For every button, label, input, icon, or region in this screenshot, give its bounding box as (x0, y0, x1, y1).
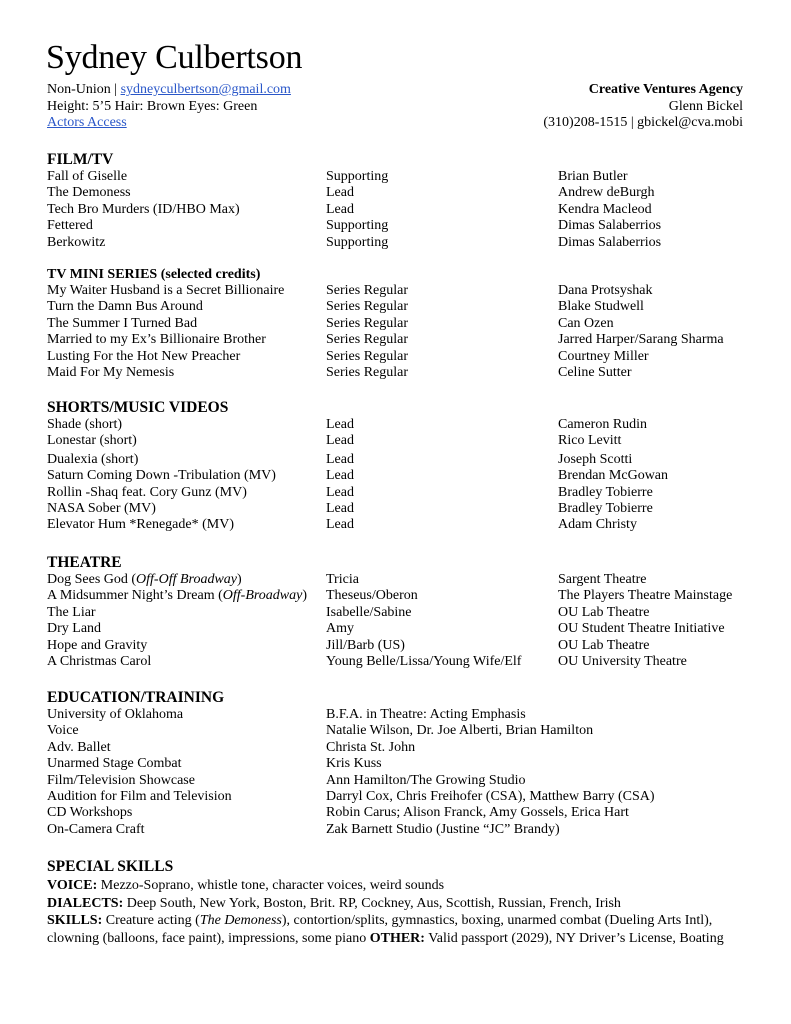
other-label: OTHER: (369, 930, 425, 946)
role: Lead (326, 417, 354, 432)
director: Dimas Salaberrios (558, 218, 662, 234)
credit-row (47, 417, 767, 433)
training-item: CD Workshops (47, 805, 133, 821)
director: Bradley Tobierre (558, 500, 653, 516)
project: Tech Bro Murders (ID/HBO Max) (47, 201, 240, 217)
project: My Waiter Husband is a Secret Billionaire (47, 283, 285, 298)
training-detail: Kris Kuss (326, 756, 382, 772)
union-status: Non-Union | (47, 82, 121, 97)
credit-row (47, 169, 767, 185)
agency-name: Creative Ventures Agency (588, 82, 743, 97)
section-title: SHORTS/MUSIC VIDEOS (47, 399, 229, 416)
credit-row (47, 202, 767, 218)
role: Amy (326, 621, 354, 637)
training-row (47, 805, 767, 821)
section-title: TV MINI SERIES (selected credits) (47, 267, 261, 282)
training-item: Unarmed Stage Combat (47, 756, 182, 772)
director: Courtney Miller (558, 348, 649, 364)
director: Brian Butler (558, 169, 628, 184)
director: Rico Levitt (558, 433, 622, 449)
special-skills-section (47, 858, 747, 947)
project: Fall of Giselle (47, 169, 128, 184)
role: Series Regular (326, 348, 409, 364)
section-title: THEATRE (47, 554, 122, 571)
training-row (47, 822, 767, 838)
role: Tricia (326, 572, 359, 587)
training-row (47, 740, 767, 756)
credit-row (47, 299, 767, 315)
agency-block (543, 82, 743, 132)
training-detail: Natalie Wilson, Dr. Joe Alberti, Brian Hamilton (326, 723, 594, 739)
training-detail: Ann Hamilton/The Growing Studio (326, 772, 526, 788)
credit-row (47, 433, 767, 449)
director: Jarred Harper/Sarang Sharma (558, 332, 724, 348)
director: Cameron Rudin (558, 417, 648, 432)
shorts-music-videos-section (47, 399, 767, 534)
project: The Demoness (47, 185, 131, 201)
role: Jill/Barb (US) (326, 637, 405, 653)
skills-label: SKILLS: (47, 913, 103, 928)
director: Bradley Tobierre (558, 484, 653, 500)
training-detail: Darryl Cox, Chris Freihofer (CSA), Matthew Barry (CSA) (326, 788, 655, 804)
role: Theseus/Oberon (326, 588, 418, 604)
credit-row (47, 349, 767, 365)
role: Series Regular (326, 332, 409, 348)
theatre: OU Student Theatre Initiative (558, 621, 725, 637)
role: Lead (326, 185, 354, 201)
project: Fettered (47, 218, 93, 234)
training-row (47, 723, 767, 739)
theatre: OU Lab Theatre (558, 637, 650, 653)
credit-row (47, 501, 767, 517)
theatre: OU Lab Theatre (558, 604, 650, 620)
training-row (47, 789, 767, 805)
credit-row (47, 316, 767, 332)
role: Lead (326, 201, 354, 217)
director: Dimas Salaberrios (558, 234, 662, 250)
project: A Midsummer Night’s Dream (Off-Broadway) (47, 588, 308, 604)
physical-stats: Height: 5’5 Hair: Brown Eyes: Green (47, 98, 258, 114)
credit-row (47, 283, 767, 299)
credit-row (47, 452, 767, 468)
director: Brendan McGowan (558, 468, 669, 484)
project: Hope and Gravity (47, 637, 148, 653)
theatre-section (47, 554, 767, 670)
training-detail: B.F.A. in Theatre: Acting Emphasis (326, 707, 526, 722)
agent-contact: (310)208-1515 | gbickel@cva.mobi (543, 115, 743, 130)
credit-row (47, 235, 767, 251)
training-detail: Christa St. John (326, 739, 416, 755)
skills-line: SKILLS: Creature acting (The Demoness), contortion/splits, gymnastics, boxing, unarmed combat (Dueling Arts Intl), clowning (balloons, face paint), impressions, some piano OTHER: Valid passport (2029), NY Driver’s License, Boating (47, 913, 724, 946)
role: Lead (326, 517, 354, 533)
credit-row (47, 332, 767, 348)
role: Isabelle/Sabine (326, 604, 412, 620)
role: Young Belle/Lissa/Young Wife/Elf (326, 653, 522, 669)
role: Lead (326, 433, 354, 449)
training-item: Audition for Film and Television (47, 788, 232, 804)
project: Dualexia (short) (47, 451, 139, 467)
section-title: SPECIAL SKILLS (47, 858, 174, 875)
training-row (47, 773, 767, 789)
project: The Summer I Turned Bad (47, 315, 198, 331)
project: Dry Land (47, 621, 102, 637)
project: Married to my Ex’s Billionaire Brother (47, 332, 266, 348)
training-row (47, 707, 767, 723)
email-link[interactable]: sydneyculbertson@gmail.com (120, 82, 291, 97)
role: Lead (326, 468, 354, 484)
training-item: Adv. Ballet (47, 739, 111, 755)
actors-access-link[interactable]: Actors Access (47, 115, 127, 130)
agent-name: Glenn Bickel (668, 98, 743, 114)
training-item: Voice (47, 723, 79, 739)
theatre: Sargent Theatre (558, 572, 647, 587)
section-title: EDUCATION/TRAINING (47, 689, 225, 706)
project: Saturn Coming Down -Tribulation (MV) (47, 468, 276, 484)
role: Lead (326, 500, 354, 516)
training-detail: Zak Barnett Studio (Justine “JC” Brandy) (326, 821, 560, 837)
role: Series Regular (326, 315, 409, 331)
project: Maid For My Nemesis (47, 364, 175, 380)
role: Series Regular (326, 283, 409, 298)
credit-row (47, 638, 767, 654)
credit-row (47, 365, 767, 381)
voice-label: VOICE: (47, 878, 98, 893)
voice-line: VOICE: Mezzo-Soprano, whistle tone, character voices, weird sounds (47, 878, 445, 893)
dialects-label: DIALECTS: (47, 895, 124, 911)
venue-note: Off-Off Broadway (136, 572, 238, 587)
education-training-section (47, 689, 767, 838)
training-item: Film/Television Showcase (47, 772, 195, 788)
credit-row (47, 517, 767, 533)
project: Shade (short) (47, 417, 123, 432)
theatre: OU University Theatre (558, 653, 687, 669)
project: Rollin -Shaq feat. Cory Gunz (MV) (47, 484, 247, 500)
director: Adam Christy (558, 517, 637, 533)
director: Can Ozen (558, 315, 614, 331)
director: Blake Studwell (558, 299, 644, 315)
project: A Christmas Carol (47, 653, 152, 669)
training-row (47, 756, 767, 772)
project: Elevator Hum *Renegade* (MV) (47, 517, 234, 533)
project: Dog Sees God (Off-Off Broadway) (47, 572, 242, 587)
director: Dana Protsyshak (558, 283, 653, 298)
contact-block (47, 82, 291, 132)
section-title: FILM/TV (47, 151, 114, 168)
dialects-line: DIALECTS: Deep South, New York, Boston, Brit. RP, Cockney, Aus, Scottish, Russian, French, Irish (47, 895, 621, 911)
director: Kendra Macleod (558, 201, 652, 217)
credit-row (47, 588, 767, 604)
project: The Liar (47, 604, 96, 620)
role: Supporting (326, 218, 389, 234)
credit-row (47, 605, 767, 621)
role: Series Regular (326, 364, 409, 380)
credit-row (47, 621, 767, 637)
training-item: On-Camera Craft (47, 821, 145, 837)
role: Supporting (326, 234, 389, 250)
project: Berkowitz (47, 234, 106, 250)
credit-row (47, 572, 767, 588)
project: Turn the Damn Bus Around (47, 299, 203, 315)
venue-note: Off-Broadway (222, 588, 303, 604)
credit-row (47, 485, 767, 501)
project: Lusting For the Hot New Preacher (47, 348, 241, 364)
role: Supporting (326, 169, 389, 184)
credit-row (47, 654, 767, 670)
credit-row (47, 185, 767, 201)
training-item: University of Oklahoma (47, 707, 184, 722)
tv-mini-series-section (47, 266, 767, 381)
credit-row (47, 218, 767, 234)
actor-name: Sydney Culbertson (46, 39, 303, 76)
role: Lead (326, 451, 354, 467)
director: Joseph Scotti (558, 451, 633, 467)
role: Lead (326, 484, 354, 500)
credit-row (47, 468, 767, 484)
training-detail: Robin Carus; Alison Franck, Amy Gossels, Erica Hart (326, 805, 629, 821)
director: Andrew deBurgh (558, 185, 655, 201)
director: Celine Sutter (558, 364, 632, 380)
role: Series Regular (326, 299, 409, 315)
theatre: The Players Theatre Mainstage (558, 588, 733, 604)
project: NASA Sober (MV) (47, 500, 156, 516)
film-tv-section (47, 151, 767, 251)
project: Lonestar (short) (47, 433, 137, 449)
